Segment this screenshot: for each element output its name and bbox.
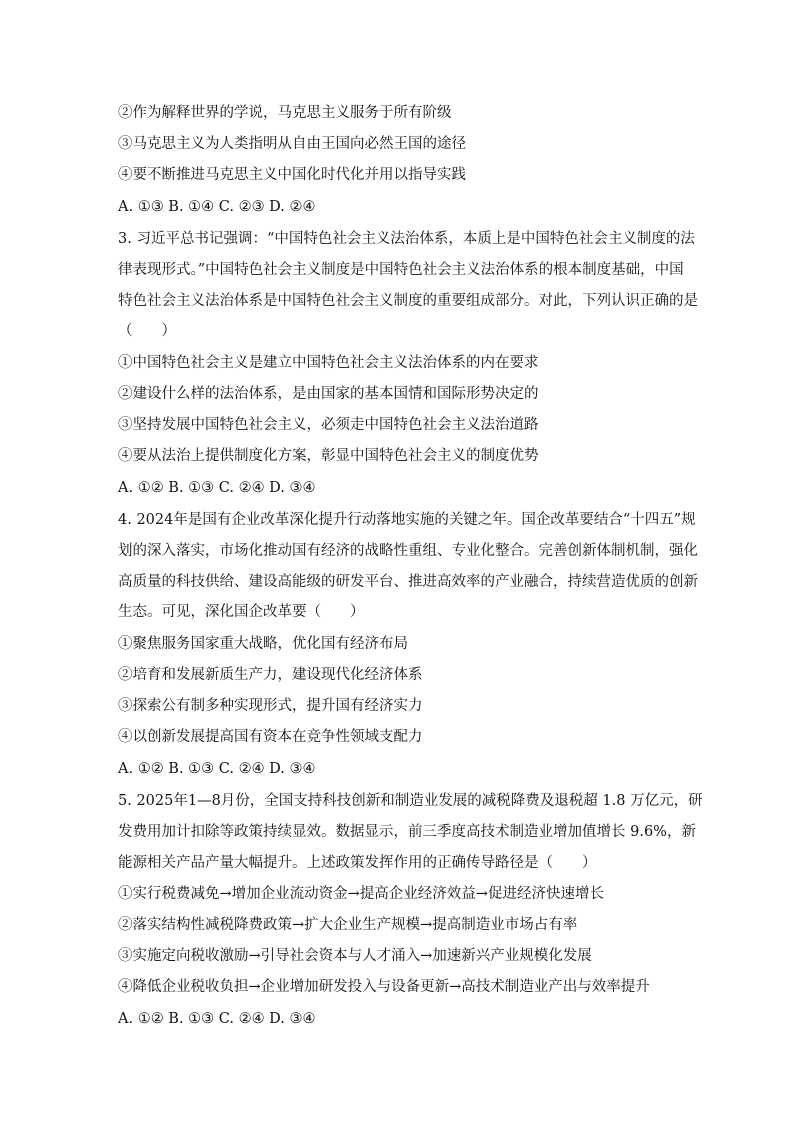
q4-option-4: ④以创新发展提高国有资本在竞争性领域支配力 <box>118 729 423 745</box>
q3-answer-blank: （ ） <box>118 323 176 339</box>
q2-option-3: ③马克思主义为人类指明从自由王国向必然王国的途径 <box>118 136 466 152</box>
q4-stem-line: 4. 2024年是国有企业改革深化提升行动落地实施的关键之年。国企改革要结合“十四五”规 <box>118 512 696 528</box>
q4-option-2: ②培育和发展新质生产力，建设现代化经济体系 <box>118 667 423 683</box>
q5-answer-choices: A. ①② B. ①③ C. ②④ D. ③④ <box>118 1011 316 1027</box>
q3-stem-line: 律表现形式。”中国特色社会主义制度是中国特色社会主义法治体系的根本制度基础，中国 <box>118 262 684 278</box>
q2-option-4: ④要不断推进马克思主义中国化时代化并用以指导实践 <box>118 167 466 183</box>
q5-option-4: ④降低企业税收负担→企业增加研发投入与设备更新→高技术制造业产出与效率提升 <box>118 979 650 995</box>
q4-answer-choices: A. ①② B. ①③ C. ②④ D. ③④ <box>118 761 316 777</box>
q3-option-2: ②建设什么样的法治体系，是由国家的基本国情和国际形势决定的 <box>118 386 539 402</box>
q2-option-2: ②作为解释世界的学说，马克思主义服务于所有阶级 <box>118 105 452 121</box>
q4-option-1: ①聚焦服务国家重大战略，优化国有经济布局 <box>118 636 408 652</box>
q3-answer-choices: A. ①② B. ①③ C. ②④ D. ③④ <box>118 480 316 496</box>
q5-stem-line: 5. 2025年1—8月份，全国支持科技创新和制造业发展的减税降费及退税超 1.8 万亿元，研 <box>118 793 703 809</box>
q3-stem-line: 特色社会主义法治体系是中国特色社会主义制度的重要组成部分。对此，下列认识正确的是 <box>118 293 698 309</box>
q4-stem-line: 高质量的科技供给、建设高能级的研发平台、推进高效率的产业融合，持续营造优质的创新 <box>118 574 698 590</box>
q3-stem-line: 3. 习近平总书记强调：“中国特色社会主义法治体系，本质上是中国特色社会主义制度的法 <box>118 231 695 247</box>
q5-option-3: ③实施定向税收激励→引导社会资本与人才涌入→加速新兴产业规模化发展 <box>118 948 592 964</box>
q3-option-3: ③坚持发展中国特色社会主义，必须走中国特色社会主义法治道路 <box>118 417 539 433</box>
q4-stem-line: 划的深入落实，市场化推动国有经济的战略性重组、专业化整合。完善创新体制机制，强化 <box>118 543 698 559</box>
q5-option-1: ①实行税费减免→增加企业流动资金→提高企业经济效益→促进经济快速增长 <box>118 886 604 902</box>
q5-option-2: ②落实结构性减税降费政策→扩大企业生产规模→提高制造业市场占有率 <box>118 917 578 933</box>
q3-option-1: ①中国特色社会主义是建立中国特色社会主义法治体系的内在要求 <box>118 355 539 371</box>
q5-stem-line: 能源相关产品产量大幅提升。上述政策发挥作用的正确传导路径是（ ） <box>118 855 597 871</box>
q3-option-4: ④要从法治上提供制度化方案，彰显中国特色社会主义的制度优势 <box>118 448 539 464</box>
q4-option-3: ③探索公有制多种实现形式，提升国有经济实力 <box>118 698 423 714</box>
q4-stem-line: 生态。可见，深化国企改革要（ ） <box>118 604 365 620</box>
q2-answer-choices: A. ①③ B. ①④ C. ②③ D. ②④ <box>118 199 316 215</box>
q5-stem-line: 发费用加计扣除等政策持续显效。数据显示，前三季度高技术制造业增加值增长 9.6%，新 <box>118 824 696 840</box>
